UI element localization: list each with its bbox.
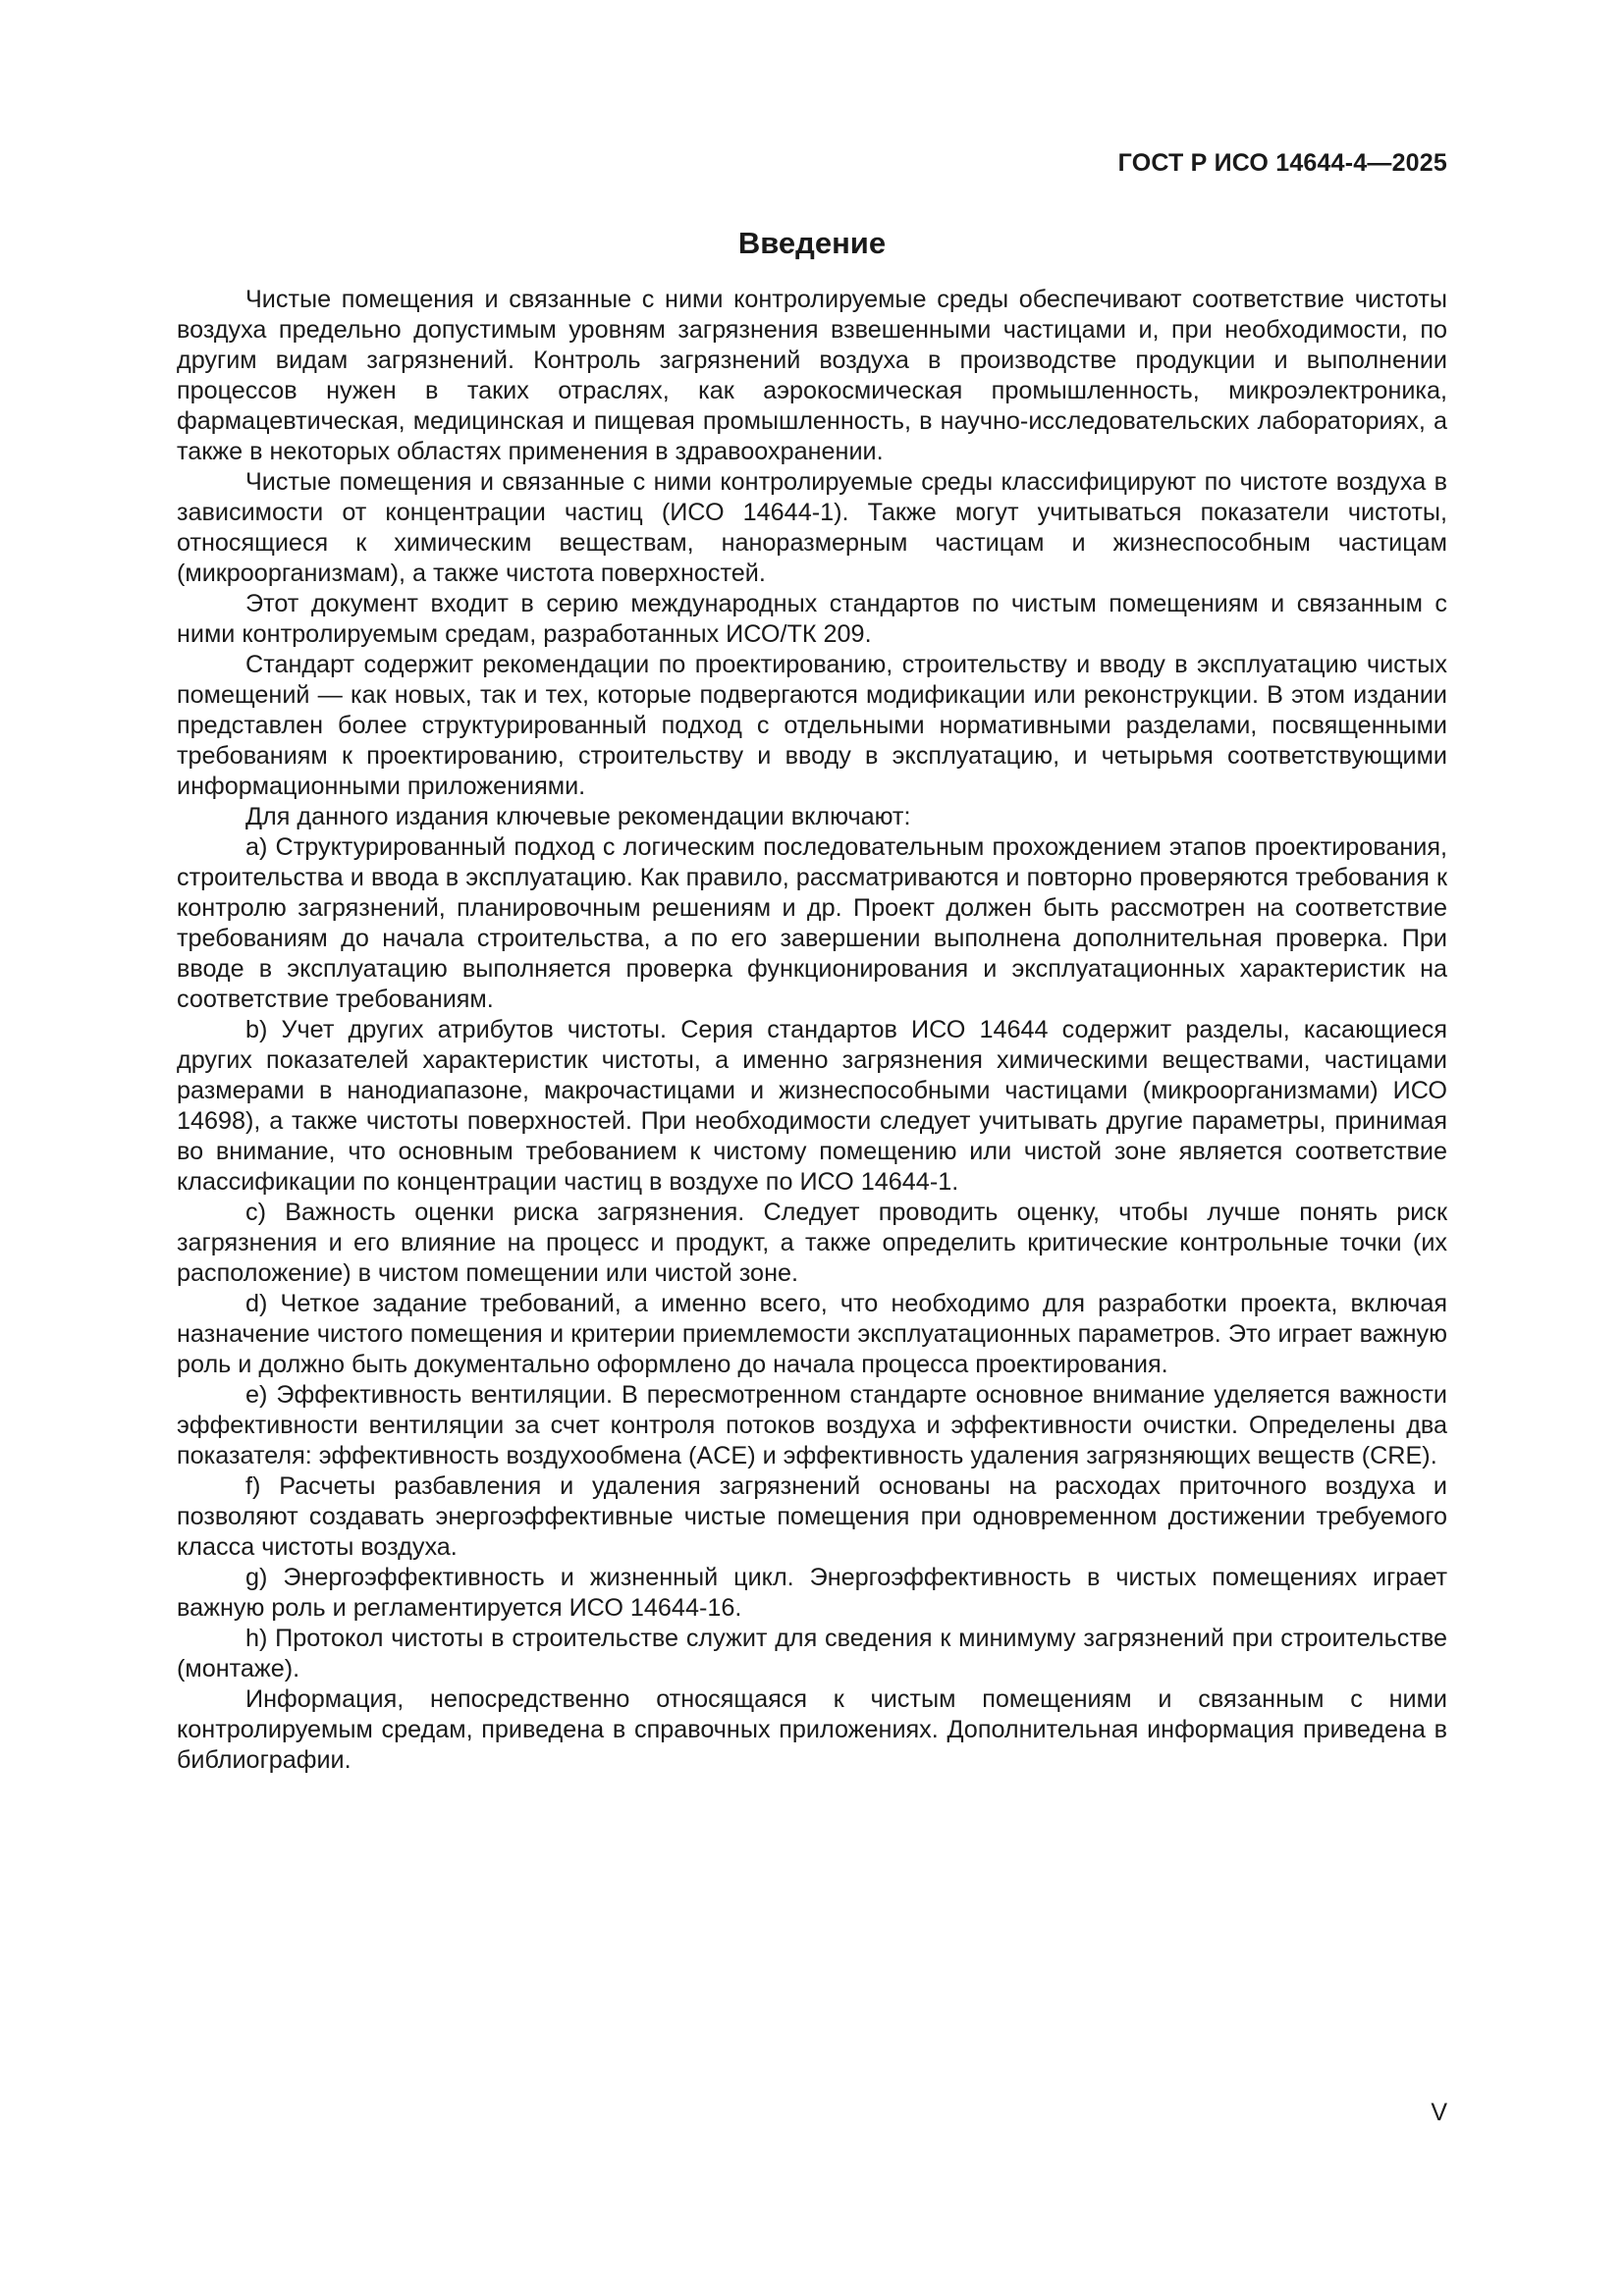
classification-paragraph: Чистые помещения и связанные с ними контролируемые среды классифицируют по чистоте воздуха в зависимости от концентрации частиц (ИСО 14644-1). Также могут учитываться показатели чистоты, относящиеся к химическим веществам, наноразмерным частицам и жизнеспособным частицам (микроорганизмам), а также чистота поверхностей. bbox=[177, 468, 1447, 587]
standard-code-header: ГОСТ Р ИСО 14644-4—2025 bbox=[1117, 149, 1447, 177]
list-item-d: d) Четкое задание требований, а именно всего, что необходимо для разработки проекта, включая назначение чистого помещения и критерии приемлемости эксплуатационных параметров. Это играет важную роль и должно быть документально оформлено до начала процесса проектирования. bbox=[177, 1290, 1447, 1378]
closing-paragraph: Информация, непосредственно относящаяся к чистым помещениям и связанным с ними контролируемым средам, приведена в справочных приложениях. Дополнительная информация приведена в библиографии. bbox=[177, 1685, 1447, 1774]
body-text bbox=[177, 285, 1447, 1776]
section-title: Введение bbox=[737, 226, 887, 260]
list-item-g: g) Энергоэффективность и жизненный цикл. Энергоэффективность в чистых помещениях играет важную роль и регламентируется ИСО 14644-16. bbox=[177, 1564, 1447, 1622]
scope-paragraph: Стандарт содержит рекомендации по проектированию, строительству и вводу в эксплуатацию чистых помещений — как новых, так и тех, которые подвергаются модификации или реконструкции. В этом издании представлен более структурированный подход с отдельными нормативными разделами, посвященными требованиям к проектированию, строительству и вводу в эксплуатацию, и четырьмя соответствующими информационными приложениями. bbox=[177, 651, 1447, 800]
list-item-a: a) Структурированный подход с логическим последовательным прохождением этапов проектирования, строительства и ввода в эксплуатацию. Как правило, рассматриваются и повторно проверяются требования к контролю загрязнений, планировочным решениям и др. Проект должен быть рассмотрен на соответствие требованиям до начала строительства, а по его завершении выполнена дополнительная проверка. При вводе в эксплуатацию выполняется проверка функционирования и эксплуатационных характеристик на соответствие требованиям. bbox=[177, 833, 1447, 1013]
key-recommendations-lead: Для данного издания ключевые рекомендации включают: bbox=[245, 803, 911, 830]
list-item-f: f) Расчеты разбавления и удаления загрязнений основаны на расходах приточного воздуха и позволяют создавать энергоэффективные чистые помещения при одновременном достижении требуемого класса чистоты воздуха. bbox=[177, 1472, 1447, 1561]
list-item-b: b) Учет других атрибутов чистоты. Серия стандартов ИСО 14644 содержит разделы, касающиеся других показателей характеристик чистоты, а именно загрязнения химическими веществами, частицами размерами в нанодиапазоне, макрочастицами и жизнеспособными частицами (микроорганизмами) ИСО 14698), а также чистоты поверхностей. При необходимости следует учитывать другие параметры, принимая во внимание, что основным требованием к чистому помещению или чистой зоне является соответствие классификации по концентрации частиц в воздухе по ИСО 14644-1. bbox=[177, 1016, 1447, 1196]
list-item-h: h) Протокол чистоты в строительстве служит для сведения к минимуму загрязнений при строительстве (монтаже). bbox=[177, 1625, 1447, 1682]
series-paragraph: Этот документ входит в серию международных стандартов по чистым помещениям и связанным с ними контролируемым средам, разработанных ИСО/ТК 209. bbox=[177, 590, 1447, 648]
page-number: V bbox=[1431, 2099, 1447, 2126]
list-item-c: c) Важность оценки риска загрязнения. Следует проводить оценку, чтобы лучше понять риск загрязнения и его влияние на процесс и продукт, а также определить критические контрольные точки (их расположение) в чистом помещении или чистой зоне. bbox=[177, 1199, 1447, 1287]
list-item-e: e) Эффективность вентиляции. В пересмотренном стандарте основное внимание уделяется важности эффективности вентиляции за счет контроля потоков воздуха и эффективности очистки. Определены два показателя: эффективность воздухообмена (ACE) и эффективность удаления загрязняющих веществ (CRE). bbox=[177, 1381, 1447, 1469]
intro-paragraph: Чистые помещения и связанные с ними контролируемые среды обеспечивают соответствие чистоты воздуха предельно допустимым уровням загрязнения взвешенными частицами и, при необходимости, по другим видам загрязнений. Контроль загрязнений воздуха в производстве продукции и выполнении процессов нужен в таких отраслях, как аэрокосмическая промышленность, микроэлектроника, фармацевтическая, медицинская и пищевая промышленность, в научно-исследовательских лабораториях, а также в некоторых областях применения в здравоохранении. bbox=[177, 286, 1447, 465]
